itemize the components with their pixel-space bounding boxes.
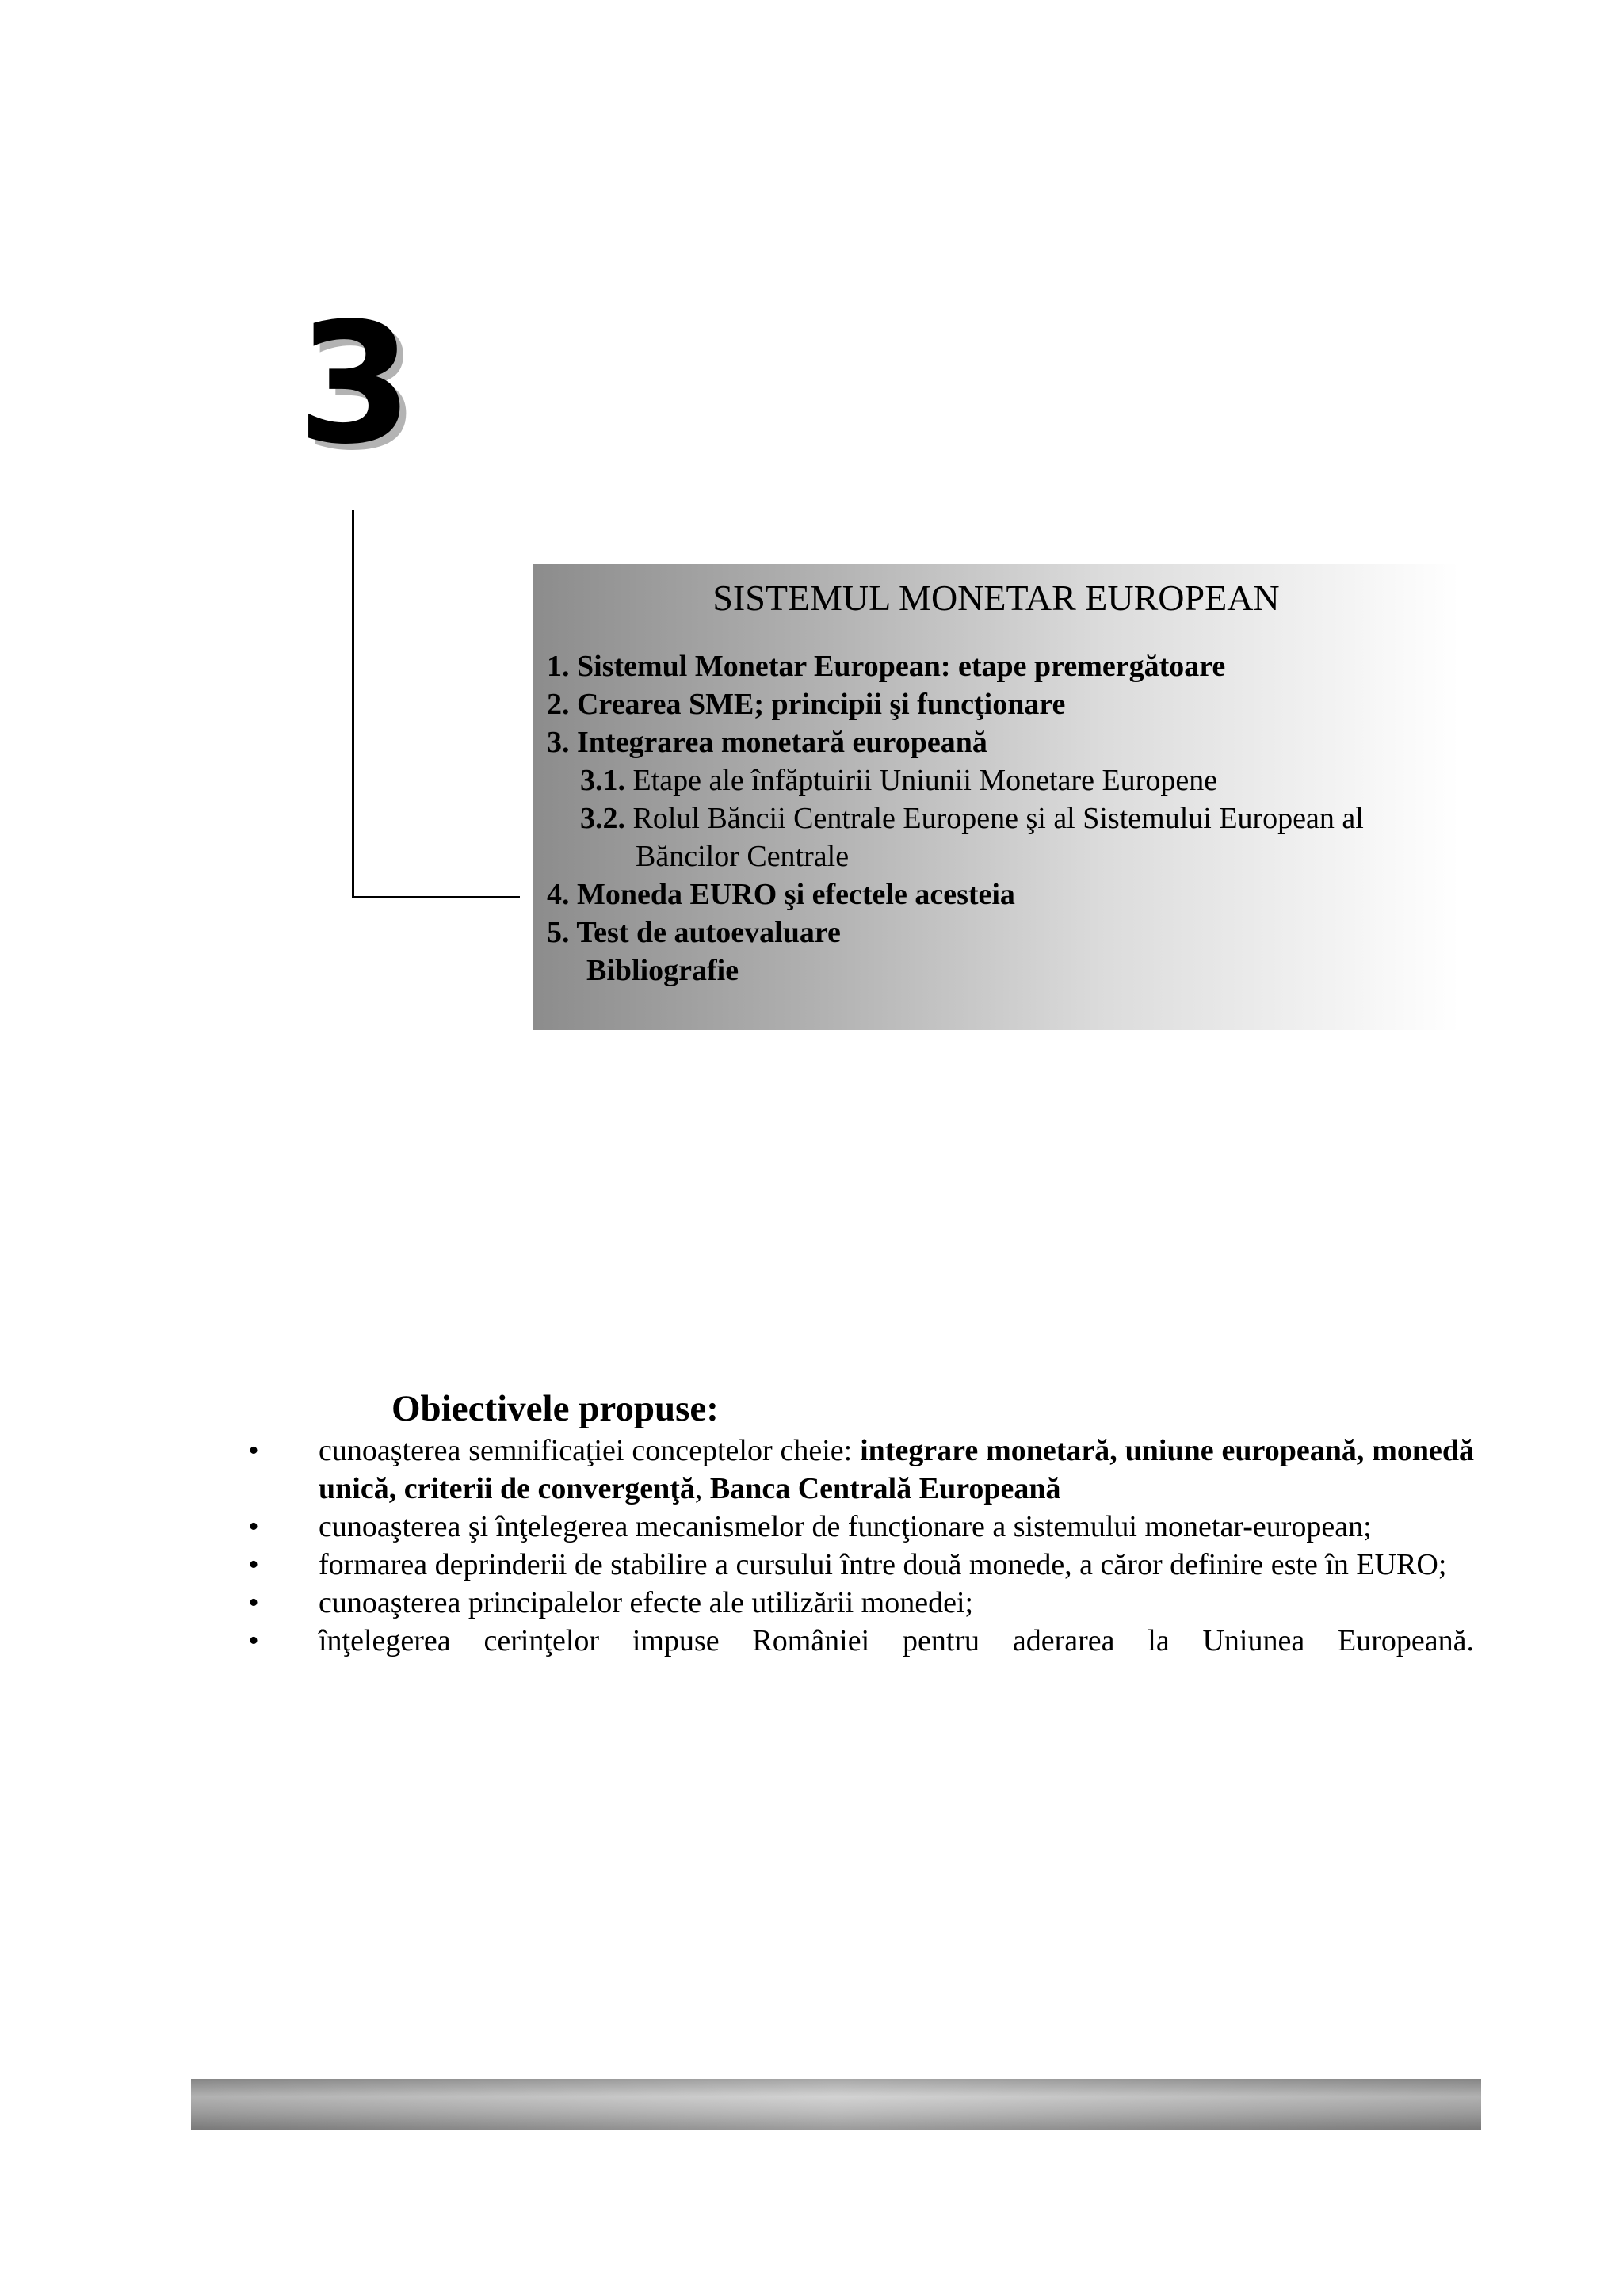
table-of-contents <box>533 564 1460 1030</box>
chapter-number: 3 <box>297 287 414 481</box>
bullet-icon: • <box>248 1586 259 1619</box>
objective-item <box>238 1622 1474 1660</box>
toc-item-3-2 <box>547 799 1364 837</box>
objective-item <box>238 1432 1474 1508</box>
toc-item-2: 2. Crearea SME; principii şi funcţionare <box>547 688 1066 721</box>
toc-item-3-1 <box>547 761 1364 799</box>
toc-item-bibliography: Bibliografie <box>586 954 739 987</box>
objective-item <box>238 1508 1474 1546</box>
bullet-icon: • <box>248 1548 259 1581</box>
toc-item-4: 4. Moneda EURO şi efectele acesteia <box>547 878 1015 911</box>
chapter-title: SISTEMUL MONETAR EUROPEAN <box>712 578 1280 618</box>
toc-list <box>547 647 1364 990</box>
footer-bar <box>191 2079 1481 2130</box>
objective-item <box>238 1584 1474 1622</box>
toc-item-text: Etape ale înfăptuirii Uniunii Monetare Europene <box>625 764 1218 797</box>
bullet-icon: • <box>248 1434 259 1467</box>
objective-key-concepts: integrare monetară, uniune europeană, monedă unică, criterii de convergenţă <box>319 1434 1474 1505</box>
toc-item-1: 1. Sistemul Monetar European: etape premergătoare <box>547 650 1226 683</box>
bracket-line-horizontal <box>352 896 520 898</box>
objective-text: înţelegerea cerinţelor impuse României pentru aderarea la Uniunea Europeană. <box>319 1624 1474 1657</box>
objective-key-concept-bce: Banca Centrală Europeană <box>709 1472 1061 1505</box>
objectives-heading: Obiectivele propuse: <box>391 1388 719 1429</box>
objective-text: cunoaşterea principalelor efecte ale utilizării monedei; <box>319 1586 974 1619</box>
toc-item-5: 5. Test de autoevaluare <box>547 916 841 949</box>
objective-text: formarea deprinderii de stabilire a cursului între două monede, a căror definire este în EURO; <box>319 1548 1447 1581</box>
bullet-icon: • <box>248 1510 259 1543</box>
toc-item-text: Rolul Băncii Centrale Europene şi al Sistemului European al <box>625 802 1364 835</box>
bracket-line-vertical <box>352 510 354 898</box>
objective-text: cunoaşterea semnificaţiei conceptelor cheie: <box>319 1434 861 1467</box>
toc-item-number: 3.1. <box>580 764 625 797</box>
objective-text: cunoaşterea şi înţelegerea mecanismelor de funcţionare a sistemului monetar-european; <box>319 1510 1372 1543</box>
toc-item-3-2-continued: Băncilor Centrale <box>636 840 850 873</box>
objective-item <box>238 1546 1474 1584</box>
objectives-list <box>238 1432 1474 1660</box>
toc-item-number: 3.2. <box>580 802 625 835</box>
objective-separator: , <box>694 1472 710 1505</box>
bullet-icon: • <box>248 1624 259 1657</box>
toc-item-3: 3. Integrarea monetară europeană <box>547 726 987 759</box>
